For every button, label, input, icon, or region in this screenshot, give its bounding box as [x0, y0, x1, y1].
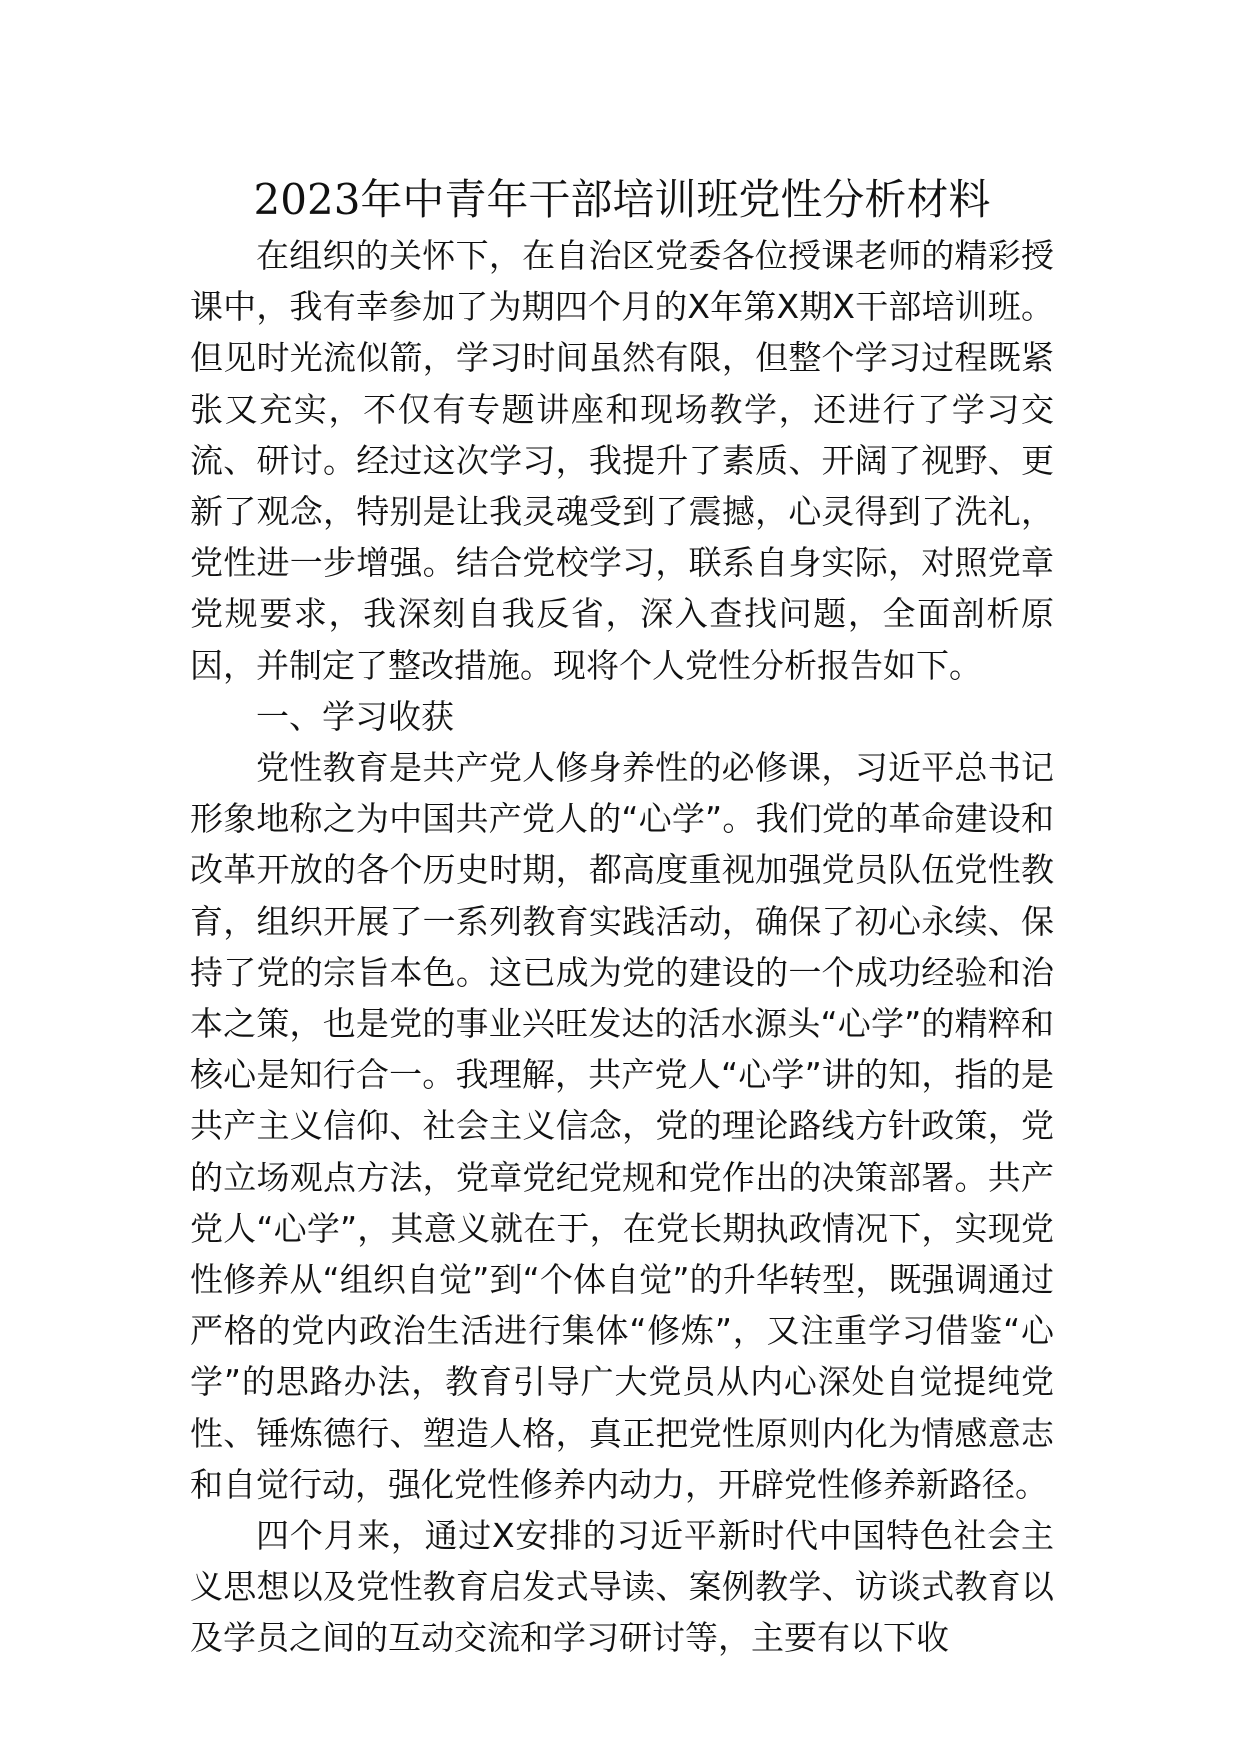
paragraph-intro: 在组织的关怀下，在自治区党委各位授课老师的精彩授课中，我有幸参加了为期四个月的X年第X期X干部培训班。但见时光流似箭，学习时间虽然有限，但整个学习过程既紧张又充实，不仅有专题讲座和现场教学，还进行了学习交流、研讨。经过这次学习，我提升了素质、开阔了视野、更新了观念，特别是让我灵魂受到了震撼，心灵得到了洗礼，党性进一步增强。结合党校学习，联系自身实际，对照党章党规要求，我深刻自我反省，深入查找问题，全面剖析原因，并制定了整改措施。现将个人党性分析报告如下。 — [190, 236, 1054, 685]
section-heading: 一、学习收获 — [256, 696, 454, 736]
paragraph-four-months: 四个月来，通过X安排的习近平新时代中国特色社会主义思想以及党性教育启发式导读、案例教学、访谈式教育以及学员之间的互动交流和学习研讨等，主要有以下收 — [190, 1516, 1054, 1658]
paragraph-party-education: 党性教育是共产党人修身养性的必修课，习近平总书记形象地称之为中国共产党人的“心学”。我们党的革命建设和改革开放的各个历史时期，都高度重视加强党员队伍党性教育，组织开展了一系列教育实践活动，确保了初心永续、保持了党的宗旨本色。这已成为党的建设的一个成功经验和治本之策，也是党的事业兴旺发达的活水源头“心学”的精粹和核心是知行合一。我理解，共产党人“心学”讲的知，指的是共产主义信仰、社会主义信念，党的理论路线方针政策，党的立场观点方法，党章党纪党规和党作出的决策部署。共产党人“心学”，其意义就在于，在党长期执政情况下，实现党性修养从“组织自觉”到“个体自觉”的升华转型，既强调通过严格的党内政治生活进行集体“修炼”，又注重学习借鉴“心学”的思路办法，教育引导广大党员从内心深处自觉提纯党性、锤炼德行、塑造人格，真正把党性原则内化为情感意志和自觉行动，强化党性修养内动力，开辟党性修养新路径。 — [190, 748, 1054, 1504]
document-page — [190, 170, 1054, 1664]
document-title: 2023年中青年干部培训班党性分析材料 — [253, 175, 991, 224]
